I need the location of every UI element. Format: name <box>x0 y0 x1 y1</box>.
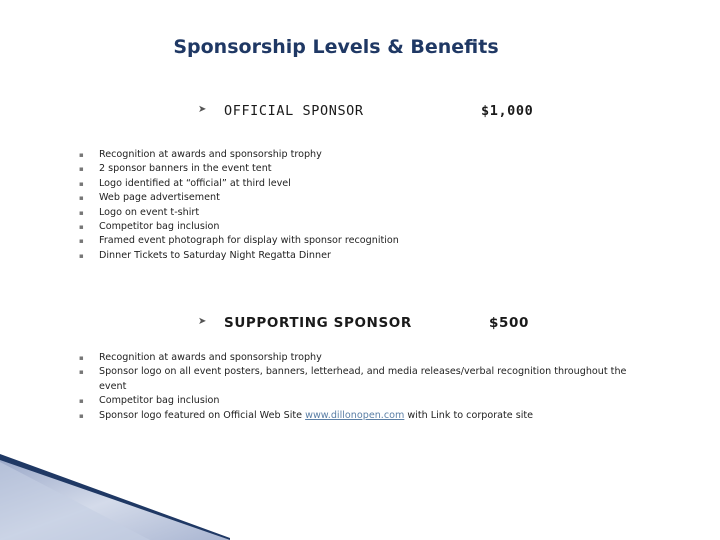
list-item: ▪ Web page advertisement <box>79 191 679 205</box>
list-item: ▪ Sponsor logo on all event posters, banners, letterhead, and media releases/verbal recognition throughout the event <box>79 366 627 392</box>
square-bullet-icon: ▪ <box>79 179 84 188</box>
square-bullet-icon: ▪ <box>79 151 84 159</box>
arrowhead-bullet-icon: ➤ <box>198 104 207 115</box>
square-bullet-icon: ▪ <box>79 194 84 203</box>
list-item: ▪ Logo identified at “official” at third level <box>79 177 679 191</box>
square-bullet-icon: ▪ <box>79 251 84 260</box>
level-price: $500 <box>489 315 529 331</box>
square-bullet-icon: ▪ <box>79 223 84 232</box>
list-item: ▪ Recognition at awards and sponsorship trophy <box>79 351 654 365</box>
square-bullet-icon: ▪ <box>79 354 84 362</box>
benefit-list-official <box>79 148 679 263</box>
square-bullet-icon: ▪ <box>79 237 84 246</box>
benefit-list-supporting <box>79 351 654 423</box>
square-bullet-icon: ▪ <box>79 411 84 420</box>
page-title: Sponsorship Levels & Benefits <box>173 36 499 58</box>
list-item: ▪ Sponsor logo featured on Official Web Site www.dillonopen.com with Link to corporate site <box>79 409 654 423</box>
list-item: ▪ Framed event photograph for display with sponsor recognition <box>79 234 679 248</box>
square-bullet-icon: ▪ <box>79 397 84 406</box>
list-item: ▪ Competitor bag inclusion <box>79 220 679 234</box>
square-bullet-icon: ▪ <box>79 368 84 377</box>
website-link[interactable]: www.dillonopen.com <box>305 409 405 421</box>
level-name: SUPPORTING SPONSOR <box>224 315 412 331</box>
square-bullet-icon: ▪ <box>79 208 84 217</box>
list-item: ▪ 2 sponsor banners in the event tent <box>79 162 679 176</box>
square-bullet-icon: ▪ <box>79 165 84 174</box>
list-item: ▪ Competitor bag inclusion <box>79 394 654 408</box>
list-item: ▪ Dinner Tickets to Saturday Night Regatta Dinner <box>79 249 679 263</box>
level-name: OFFICIAL SPONSOR <box>224 103 364 119</box>
list-item: ▪ Recognition at awards and sponsorship trophy <box>79 148 679 162</box>
arrowhead-bullet-icon: ➤ <box>198 316 207 327</box>
list-item: ▪ Logo on event t-shirt <box>79 206 679 220</box>
decorative-corner-graphic <box>0 440 230 540</box>
level-price: $1,000 <box>481 103 534 119</box>
